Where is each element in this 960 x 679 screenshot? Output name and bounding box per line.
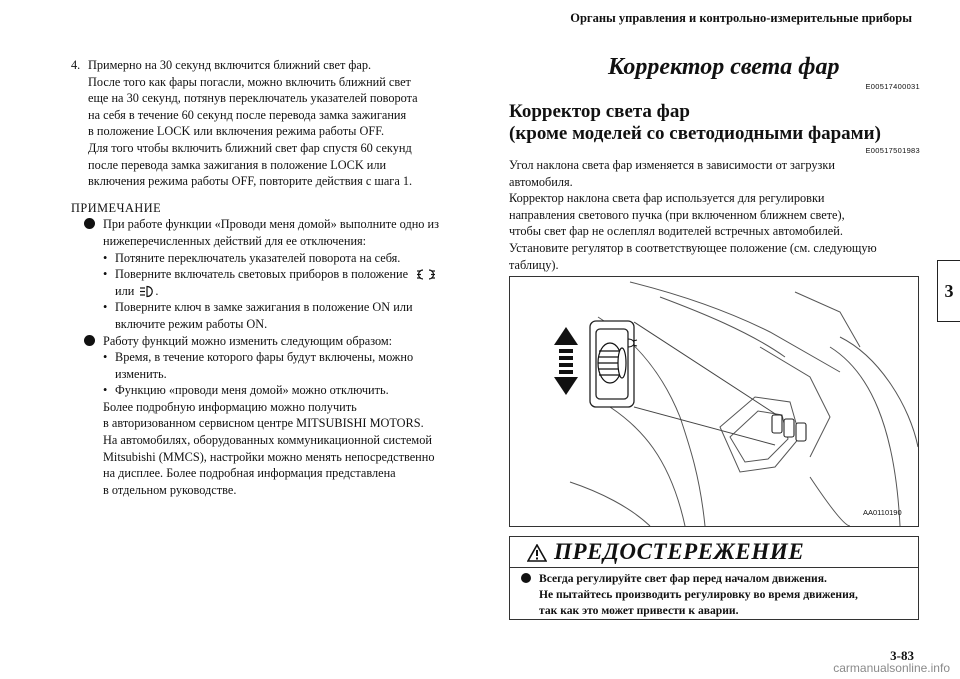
low-beam-symbol-icon <box>139 285 155 298</box>
step-line: еще на 30 секунд, потянув переключатель указателей поворота <box>88 91 418 106</box>
note-subitem: • Время, в течение которого фары будут включены, можно изменить. <box>103 350 414 381</box>
note-line: На автомобилях, оборудованных коммуникационной системой <box>103 433 432 448</box>
note-bullet-1 <box>71 216 487 332</box>
note-subitem: • Поверните ключ в замке зажигания в положение ON или включите режим работы ON. <box>103 300 413 331</box>
running-header: Органы управления и контрольно-измерительные приборы <box>570 11 912 25</box>
step-line: после перевода замка зажигания в положение LOCK или <box>88 157 387 172</box>
figure-code: AA0110190 <box>863 508 902 517</box>
step-line: После того как фары погасли, можно включить ближний свет <box>88 74 411 89</box>
note-line: Работу функций можно изменить следующим образом: <box>103 333 393 348</box>
page-number: 3-83 <box>890 648 914 663</box>
note-line: в отдельном руководстве. <box>103 482 237 497</box>
subsection-code: E00517501983 <box>865 146 920 155</box>
bullet-dot-icon <box>521 573 531 583</box>
subsection-title: Корректор света фар (кроме моделей со светодиодными фарами) <box>509 101 881 144</box>
step-line: Примерно на 30 секунд включится ближний свет фар. <box>88 58 372 72</box>
watermark: carmanualsonline.info <box>833 661 950 675</box>
note-subitem: • Потяните переключатель указателей поворота на себя. <box>103 250 401 265</box>
note-line: Mitsubishi (MMCS), настройки можно менять непосредственно <box>103 449 435 464</box>
bullet-dot-icon <box>84 335 95 346</box>
note-line: Более подробную информацию можно получить <box>103 399 357 414</box>
step-line: на себя в течение 60 секунд после перевода замка зажигания <box>88 107 407 122</box>
chapter-tab: 3 <box>937 260 960 322</box>
warning-header <box>510 537 918 568</box>
step-number: 4. <box>71 58 81 72</box>
note-title: ПРИМЕЧАНИЕ <box>71 200 162 215</box>
note-line: нижеперечисленных действий для ее отключения: <box>103 233 367 248</box>
subsection-paragraph: Угол наклона света фар изменяется в зависимости от загрузки автомобиля. Корректор наклона света фар используется для регулировки направления светового пучка (при включенном ближнем свете), чтобы свет фар не ослеплял водителей встречных автомобилей. Установите регулятор в соответствующее положение (см. следующую таблицу). <box>509 158 877 272</box>
note-subitem: • Поверните включатель световых приборов в положение или . <box>103 266 487 299</box>
step-line: Для того чтобы включить ближний свет фар спустя 60 секунд <box>88 140 412 155</box>
note-line: на дисплее. Более подробная информация представлена <box>103 466 396 481</box>
warning-triangle-icon <box>527 544 547 562</box>
left-column <box>71 57 487 498</box>
parking-lights-symbol-icon <box>416 268 436 281</box>
step-4 <box>71 57 487 190</box>
bullet-dot-icon <box>84 218 95 229</box>
note-subitem: • Функцию «проводи меня домой» можно отключить. <box>103 383 389 398</box>
note-bullet-2 <box>71 333 487 499</box>
step-line: в положение LOCK или включения режима работы OFF. <box>88 124 385 139</box>
headlight-leveling-illustration <box>509 276 919 527</box>
warning-body: Всегда регулируйте свет фар перед началом движения. Не пытайтесь производить регулировку во время движения, так как это может привести к аварии. <box>521 571 910 620</box>
warning-title: ПРЕДОСТЕРЕЖЕНИЕ <box>554 539 805 564</box>
dashboard-drawing <box>510 277 918 526</box>
step-line: включения режима работы OFF, повторите действия с шага 1. <box>88 174 413 189</box>
note-line: При работе функции «Проводи меня домой» выполните одно из <box>103 217 439 232</box>
section-title: Корректор света фар <box>608 54 840 80</box>
warning-box <box>509 536 919 620</box>
section-code: E00517400031 <box>865 82 920 91</box>
note-line: в авторизованном сервисном центре MITSUBISHI MOTORS. <box>103 416 424 431</box>
